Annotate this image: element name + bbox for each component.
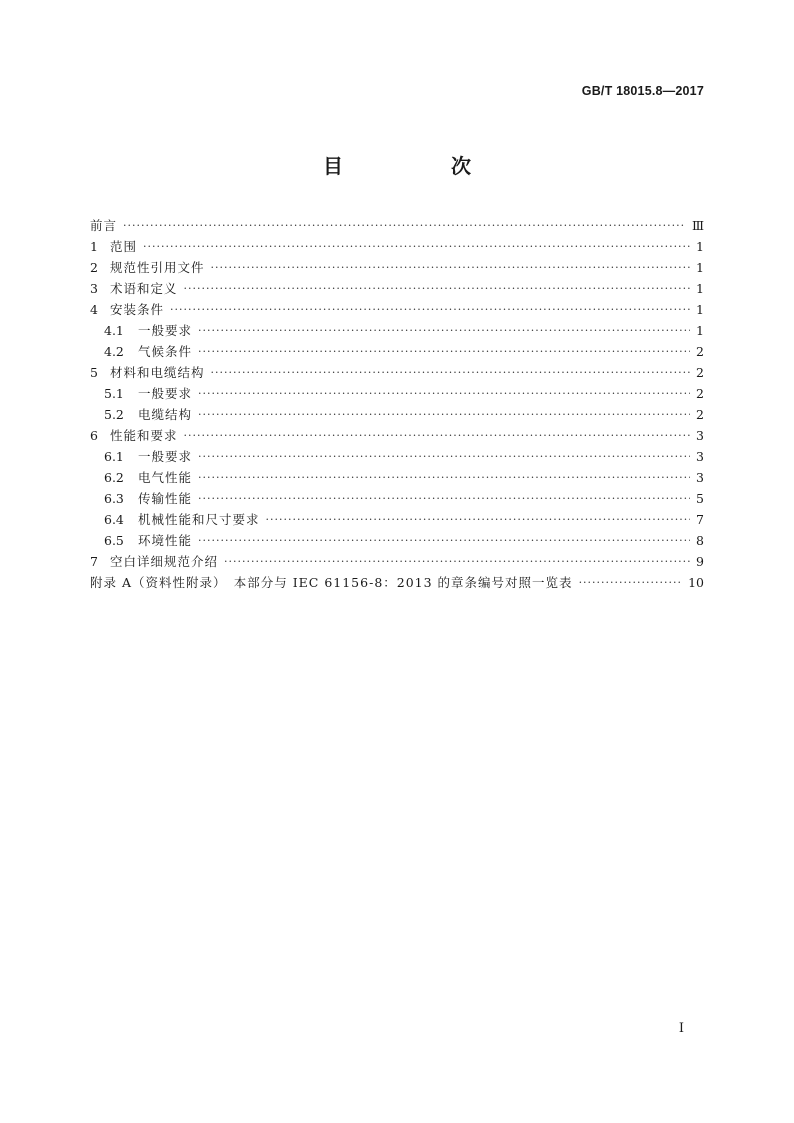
toc-entry-page: 1 (696, 239, 704, 254)
toc-entry-page: 3 (696, 449, 704, 464)
toc-entry-6-5[interactable] (90, 531, 704, 552)
toc-entry-label: 机械性能和尺寸要求 (138, 512, 260, 527)
toc-leader-dots (224, 555, 690, 568)
toc-entry-page: 2 (696, 386, 704, 401)
toc-entry-number: 5.2 (104, 407, 124, 422)
toc-entry-label: 规范性引用文件 (109, 260, 205, 275)
toc-entry-page: 2 (696, 407, 704, 422)
toc-entry-number: 4 (90, 302, 98, 317)
toc-entry-6-4[interactable] (90, 510, 704, 531)
toc-entry-label: 范围 (109, 239, 137, 254)
toc-entry-label: 空白详细规范介绍 (109, 554, 218, 569)
toc-leader-dots (123, 219, 686, 232)
toc-leader-dots (198, 471, 690, 484)
toc-entry-3[interactable] (90, 279, 704, 300)
standard-code: GB/T 18015.8—2017 (581, 84, 704, 98)
toc-entry-page: 8 (696, 533, 704, 548)
toc-leader-dots (198, 387, 690, 400)
toc-entry-page: 10 (688, 575, 704, 590)
toc-leader-dots (170, 303, 690, 316)
toc-entry-page: 9 (696, 554, 704, 569)
toc-entry-label: 电缆结构 (138, 407, 193, 422)
toc-entry-label: 气候条件 (138, 344, 193, 359)
table-of-contents (90, 216, 704, 594)
toc-entry-page: Ⅲ (691, 218, 704, 233)
toc-entry-5[interactable] (90, 363, 704, 384)
toc-entry-5-1[interactable] (90, 384, 704, 405)
toc-entry-2[interactable] (90, 258, 704, 279)
toc-entry-label: 术语和定义 (109, 281, 178, 296)
toc-entry-page: 1 (696, 302, 704, 317)
toc-entry-number: 6.3 (104, 491, 124, 506)
toc-leader-dots (198, 450, 690, 463)
toc-entry-label: 安装条件 (109, 302, 164, 317)
toc-entry-number: 2 (90, 260, 98, 275)
toc-entry-number: 1 (90, 239, 98, 254)
toc-entry-page: 3 (696, 428, 704, 443)
toc-entry-label: 前言 (90, 218, 118, 233)
toc-leader-dots (198, 534, 690, 547)
toc-entry-4[interactable] (90, 300, 704, 321)
toc-entry-number: 5 (90, 365, 98, 380)
toc-leader-dots (198, 408, 690, 421)
toc-entry-label: 一般要求 (138, 323, 193, 338)
toc-entry-number: 7 (90, 554, 98, 569)
toc-entry-7[interactable] (90, 552, 704, 573)
toc-entry-page: 1 (696, 323, 704, 338)
footer-page-number: I (678, 1021, 684, 1036)
toc-entry-6-1[interactable] (90, 447, 704, 468)
toc-leader-dots (579, 576, 683, 589)
toc-entry-label: 材料和电缆结构 (109, 365, 205, 380)
toc-entry-number: 6.5 (104, 533, 124, 548)
toc-entry-foreword[interactable] (90, 216, 704, 237)
toc-leader-dots (183, 282, 690, 295)
toc-entry-label: 一般要求 (138, 449, 193, 464)
toc-entry-6[interactable] (90, 426, 704, 447)
toc-entry-number: 4.1 (104, 323, 124, 338)
toc-entry-page: 3 (696, 470, 704, 485)
toc-leader-dots (143, 240, 690, 253)
toc-entry-label: 传输性能 (138, 491, 193, 506)
toc-entry-page: 2 (696, 365, 704, 380)
toc-entry-page: 1 (696, 281, 704, 296)
toc-entry-number: 4.2 (104, 344, 124, 359)
toc-entry-number: 3 (90, 281, 98, 296)
toc-entry-page: 1 (696, 260, 704, 275)
toc-entry-number: 6.1 (104, 449, 124, 464)
toc-leader-dots (198, 492, 690, 505)
toc-entry-5-2[interactable] (90, 405, 704, 426)
toc-entry-number: 6.4 (104, 512, 124, 527)
toc-entry-6-3[interactable] (90, 489, 704, 510)
toc-entry-label: 附录 A（资料性附录） 本部分与 IEC 61156-8：2013 的章条编号对照一览表 (90, 575, 573, 590)
toc-entry-number: 6.2 (104, 470, 124, 485)
toc-entry-label: 环境性能 (138, 533, 193, 548)
toc-leader-dots (210, 366, 690, 379)
toc-entry-page: 5 (696, 491, 704, 506)
toc-entry-4-2[interactable] (90, 342, 704, 363)
toc-entry-appendix-a[interactable] (90, 573, 704, 594)
toc-leader-dots (210, 261, 690, 274)
toc-entry-label: 性能和要求 (109, 428, 178, 443)
page-title: 目 次 (323, 154, 515, 178)
toc-entry-label: 一般要求 (138, 386, 193, 401)
toc-entry-6-2[interactable] (90, 468, 704, 489)
toc-entry-number: 5.1 (104, 386, 124, 401)
toc-entry-page: 2 (696, 344, 704, 359)
toc-leader-dots (266, 513, 690, 526)
toc-leader-dots (183, 429, 690, 442)
toc-entry-number: 6 (90, 428, 98, 443)
toc-leader-dots (198, 324, 690, 337)
toc-entry-page: 7 (696, 512, 704, 527)
toc-entry-4-1[interactable] (90, 321, 704, 342)
toc-entry-1[interactable] (90, 237, 704, 258)
toc-leader-dots (198, 345, 690, 358)
toc-entry-label: 电气性能 (138, 470, 193, 485)
